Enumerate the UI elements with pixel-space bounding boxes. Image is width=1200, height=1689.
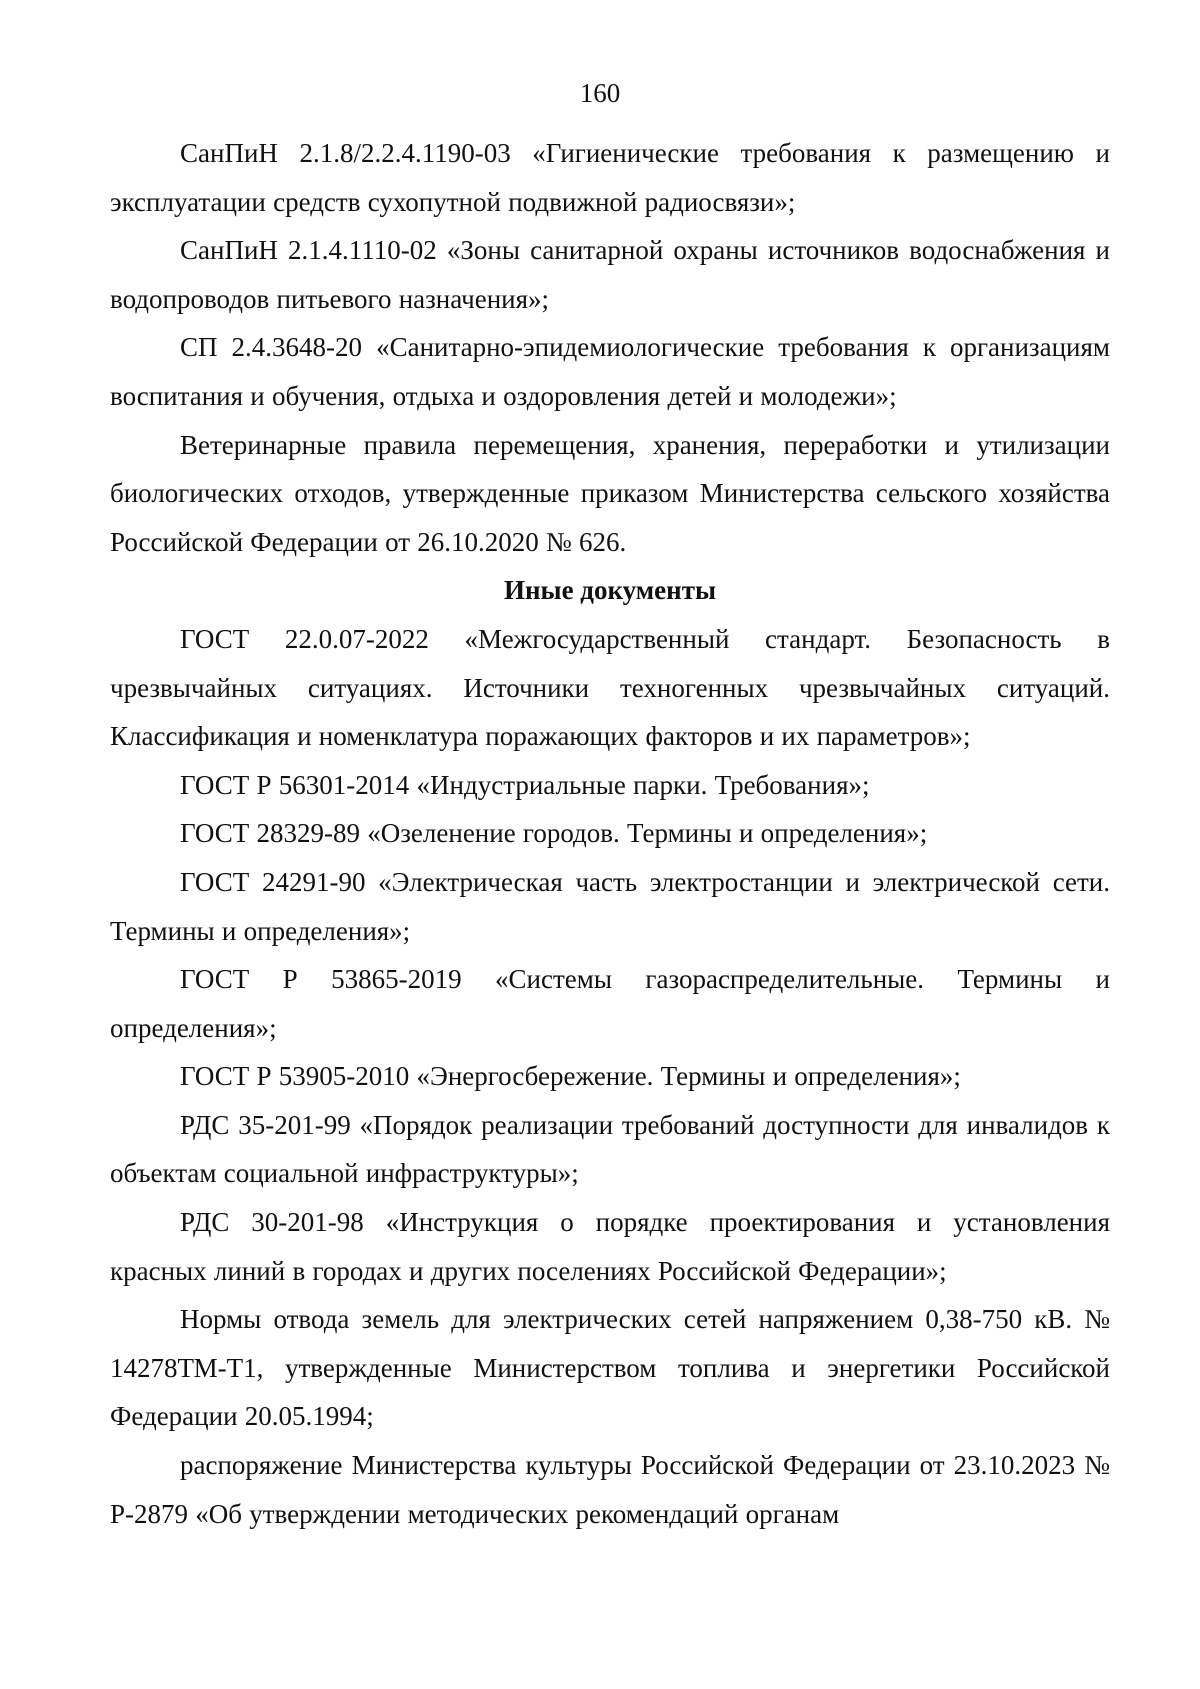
document-item-rds-35-201: РДС 35-201-99 «Порядок реализации требований доступности для инвалидов к объектам социальной инфраструктуры»; <box>110 1109 1110 1189</box>
paragraph-sanpin-1190: СанПиН 2.1.8/2.2.4.1190-03 «Гигиенические требования к размещению и эксплуатации средств сухопутной подвижной радиосвязи»; <box>110 138 1110 217</box>
section-heading: Иные документы <box>503 575 717 606</box>
paragraph-sp-3648: СП 2.4.3648-20 «Санитарно-эпидемиологические требования к организациям воспитания и обучения, отдыха и оздоровления детей и молодежи»; <box>110 332 1110 411</box>
paragraph-veterinary-rules: Ветеринарные правила перемещения, хранения, переработки и утилизации биологических отходов, утвержденные приказом Министерства сельского хозяйства Российской Федерации от 26.10.2020 № 626. <box>110 429 1110 557</box>
document-item-gost-53865: ГОСТ Р 53865-2019 «Системы газораспределительные. Термины и определения»; <box>110 964 1110 1043</box>
document-body <box>110 129 1110 1538</box>
document-item-gost-56301: ГОСТ Р 56301-2014 «Индустриальные парки. Требования»; <box>180 769 870 800</box>
document-item-rds-30-201: РДС 30-201-98 «Инструкция о порядке проектирования и установления красных линий в городах и других поселениях Российской Федерации»; <box>110 1207 1110 1286</box>
document-item-gost-53905: ГОСТ Р 53905-2010 «Энергосбережение. Термины и определения»; <box>180 1061 961 1092</box>
page-number: 160 <box>579 78 621 108</box>
document-item-gost-24291: ГОСТ 24291-90 «Электрическая часть электростанции и электрической сети. Термины и определения»; <box>110 866 1110 946</box>
paragraph-sanpin-1110: СанПиН 2.1.4.1110-02 «Зоны санитарной охраны источников водоснабжения и водопроводов питьевого назначения»; <box>110 235 1110 314</box>
document-item-gost-22-0-07: ГОСТ 22.0.07-2022 «Межгосударственный стандарт. Безопасность в чрезвычайных ситуациях. Источники техногенных чрезвычайных ситуаций. Классификация и номенклатура поражающих факторов и их параметров»; <box>110 623 1110 752</box>
document-item-gost-28329: ГОСТ 28329-89 «Озеленение городов. Термины и определения»; <box>180 818 928 849</box>
document-item-ministry-culture-order: распоряжение Министерства культуры Российской Федерации от 23.10.2023 № Р-2879 «Об утверждении методических рекомендаций органам <box>110 1450 1110 1529</box>
document-item-land-norms: Нормы отвода земель для электрических сетей напряжением 0,38-750 кВ. № 14278ТМ-Т1, утвержденные Министерством топлива и энергетики Российской Федерации 20.05.1994; <box>110 1304 1110 1432</box>
